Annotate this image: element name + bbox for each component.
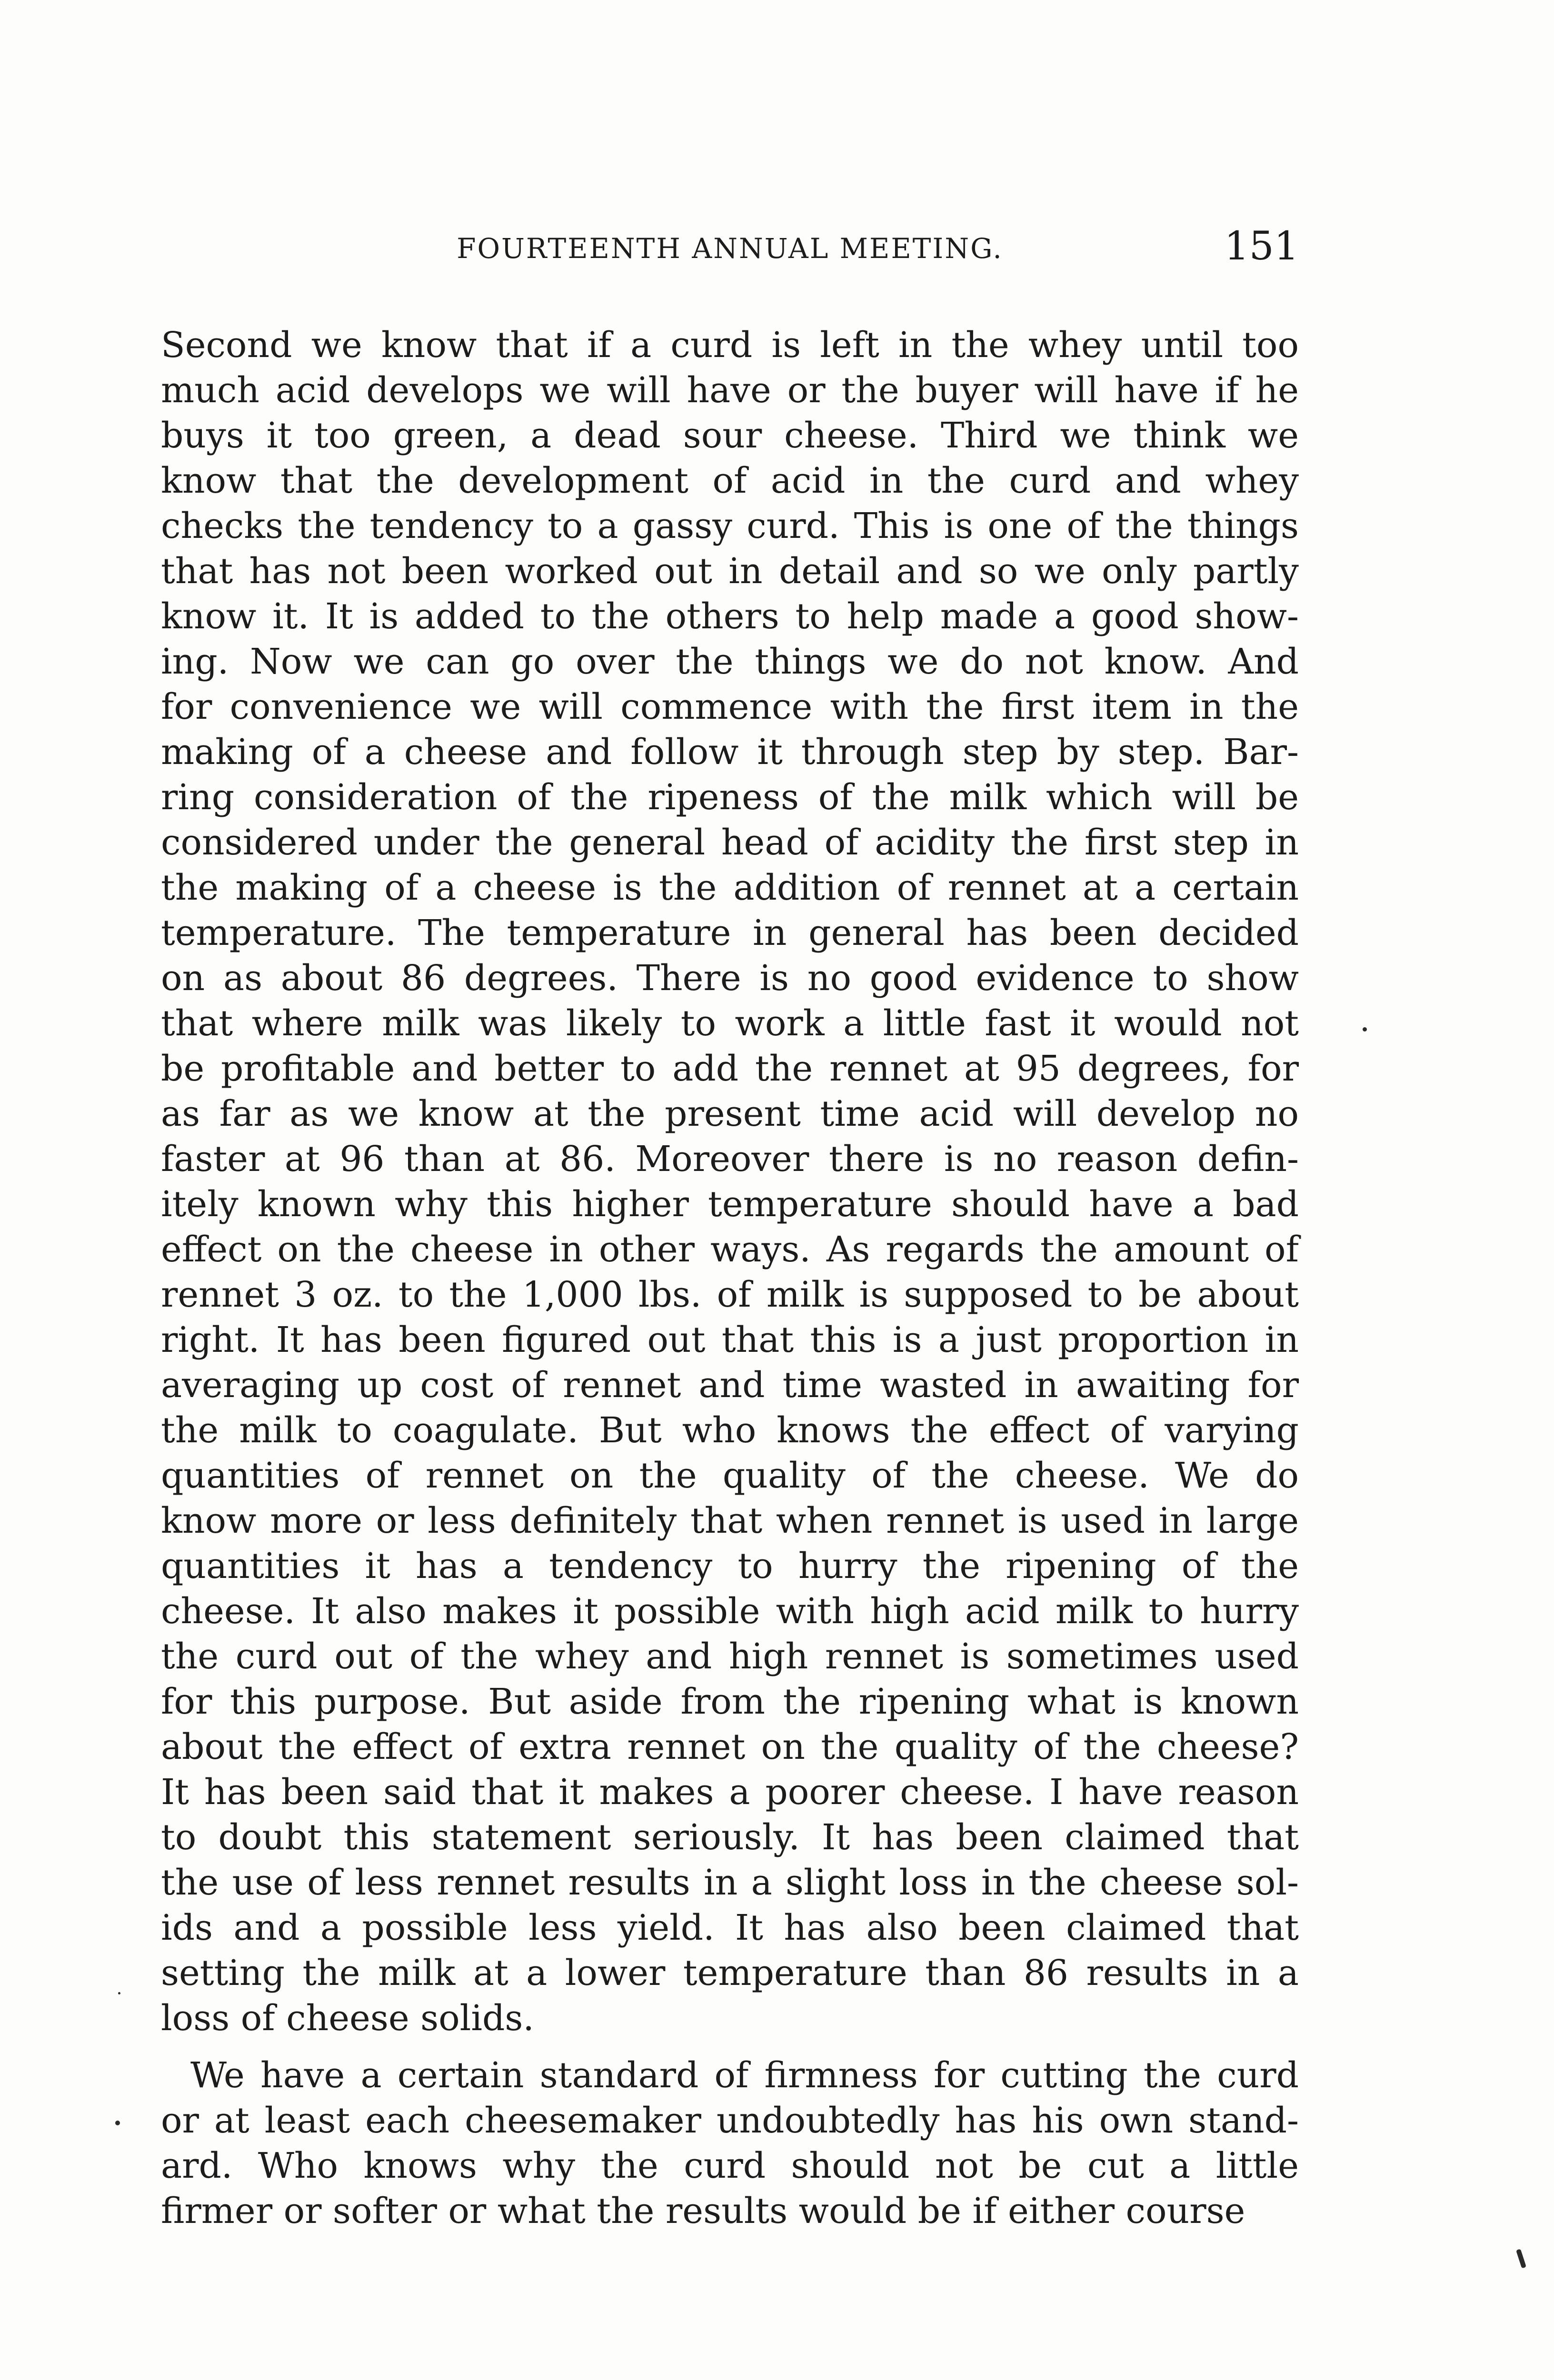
text-line: the curd out of the whey and high rennet is sometimes used <box>161 1636 1299 1677</box>
text-line: We have a certain standard of firmness for cutting the curd <box>190 2055 1299 2096</box>
text-line: effect on the cheese in other ways. As regards the amount of <box>161 1229 1299 1270</box>
text-line: on as about 86 degrees. There is no good evidence to show <box>161 958 1299 999</box>
paragraph-1 <box>161 323 1299 2041</box>
text-line: firmer or softer or what the results would be if either course <box>161 2191 1245 2231</box>
text-line: that where milk was likely to work a little fast it would not <box>161 1003 1299 1044</box>
text-line: averaging up cost of rennet and time wasted in awaiting for <box>161 1365 1299 1406</box>
ink-speck <box>115 2121 120 2125</box>
text-line: for convenience we will commence with the first item in the <box>161 686 1299 727</box>
text-line: or at least each cheesemaker undoubtedly has his own stand- <box>161 2100 1299 2141</box>
text-line: right. It has been figured out that this is a just proportion in <box>161 1319 1299 1360</box>
text-line: know that the development of acid in the curd and whey <box>161 460 1299 501</box>
text-line: Second we know that if a curd is left in the whey until too <box>161 325 1299 366</box>
text-line: be profitable and better to add the rennet at 95 degrees, for <box>161 1048 1299 1089</box>
body-text <box>161 323 1299 2234</box>
text-line: checks the tendency to a gassy curd. This is one of the things <box>161 506 1299 546</box>
page-number: 151 <box>1224 224 1299 269</box>
text-line: setting the milk at a lower temperature than 86 results in a <box>161 1953 1299 1993</box>
text-line: cheese. It also makes it possible with high acid milk to hurry <box>161 1591 1299 1632</box>
text-line: quantities of rennet on the quality of the cheese. We do <box>161 1455 1299 1496</box>
text-line: temperature. The temperature in general has been decided <box>161 912 1299 953</box>
running-head <box>161 224 1299 276</box>
text-line: considered under the general head of acidity the first step in <box>161 822 1299 863</box>
text-line: rennet 3 oz. to the 1,000 lbs. of milk is supposed to be about <box>161 1274 1299 1315</box>
text-line: as far as we know at the present time acid will develop no <box>161 1093 1299 1134</box>
text-line: quantities it has a tendency to hurry the ripening of the <box>161 1546 1299 1587</box>
text-line: much acid develops we will have or the buyer will have if he <box>161 370 1299 411</box>
paragraph-gap <box>161 2041 1299 2053</box>
text-line: loss of cheese solids. <box>161 1998 534 2039</box>
text-line: making of a cheese and follow it through step by step. Bar- <box>161 732 1299 773</box>
text-line: know it. It is added to the others to help made a good show- <box>161 596 1299 637</box>
text-line: for this purpose. But aside from the ripening what is known <box>161 1681 1299 1722</box>
text-line: the milk to coagulate. But who knows the effect of varying <box>161 1410 1299 1451</box>
text-line: the making of a cheese is the addition of rennet at a certain <box>161 867 1299 908</box>
text-line: the use of less rennet results in a slight loss in the cheese sol- <box>161 1862 1299 1903</box>
ink-speck <box>118 1992 120 1994</box>
text-line: ids and a possible less yield. It has also been claimed that <box>161 1907 1299 1948</box>
text-line: It has been said that it makes a poorer cheese. I have reason <box>161 1772 1299 1813</box>
text-line: faster at 96 than at 86. Moreover there is no reason defin- <box>161 1139 1299 1180</box>
margin-mark <box>1516 2249 1526 2268</box>
text-line: itely known why this higher temperature should have a bad <box>161 1184 1299 1225</box>
text-line: ard. Who knows why the curd should not be cut a little <box>161 2145 1299 2186</box>
text-line: ing. Now we can go over the things we do not know. And <box>161 641 1299 682</box>
text-line: to doubt this statement seriously. It has been claimed that <box>161 1817 1299 1858</box>
text-line: know more or less definitely that when rennet is used in large <box>161 1500 1299 1541</box>
text-line: buys it too green, a dead sour cheese. Third we think we <box>161 415 1299 456</box>
ink-speck <box>1363 1027 1367 1031</box>
text-line: that has not been worked out in detail and so we only partly <box>161 551 1299 592</box>
text-line: ring consideration of the ripeness of the milk which will be <box>161 777 1299 818</box>
text-line: about the effect of extra rennet on the quality of the cheese? <box>161 1726 1299 1767</box>
paragraph-2 <box>161 2053 1299 2234</box>
running-title: FOURTEENTH ANNUAL MEETING. <box>457 232 1003 265</box>
